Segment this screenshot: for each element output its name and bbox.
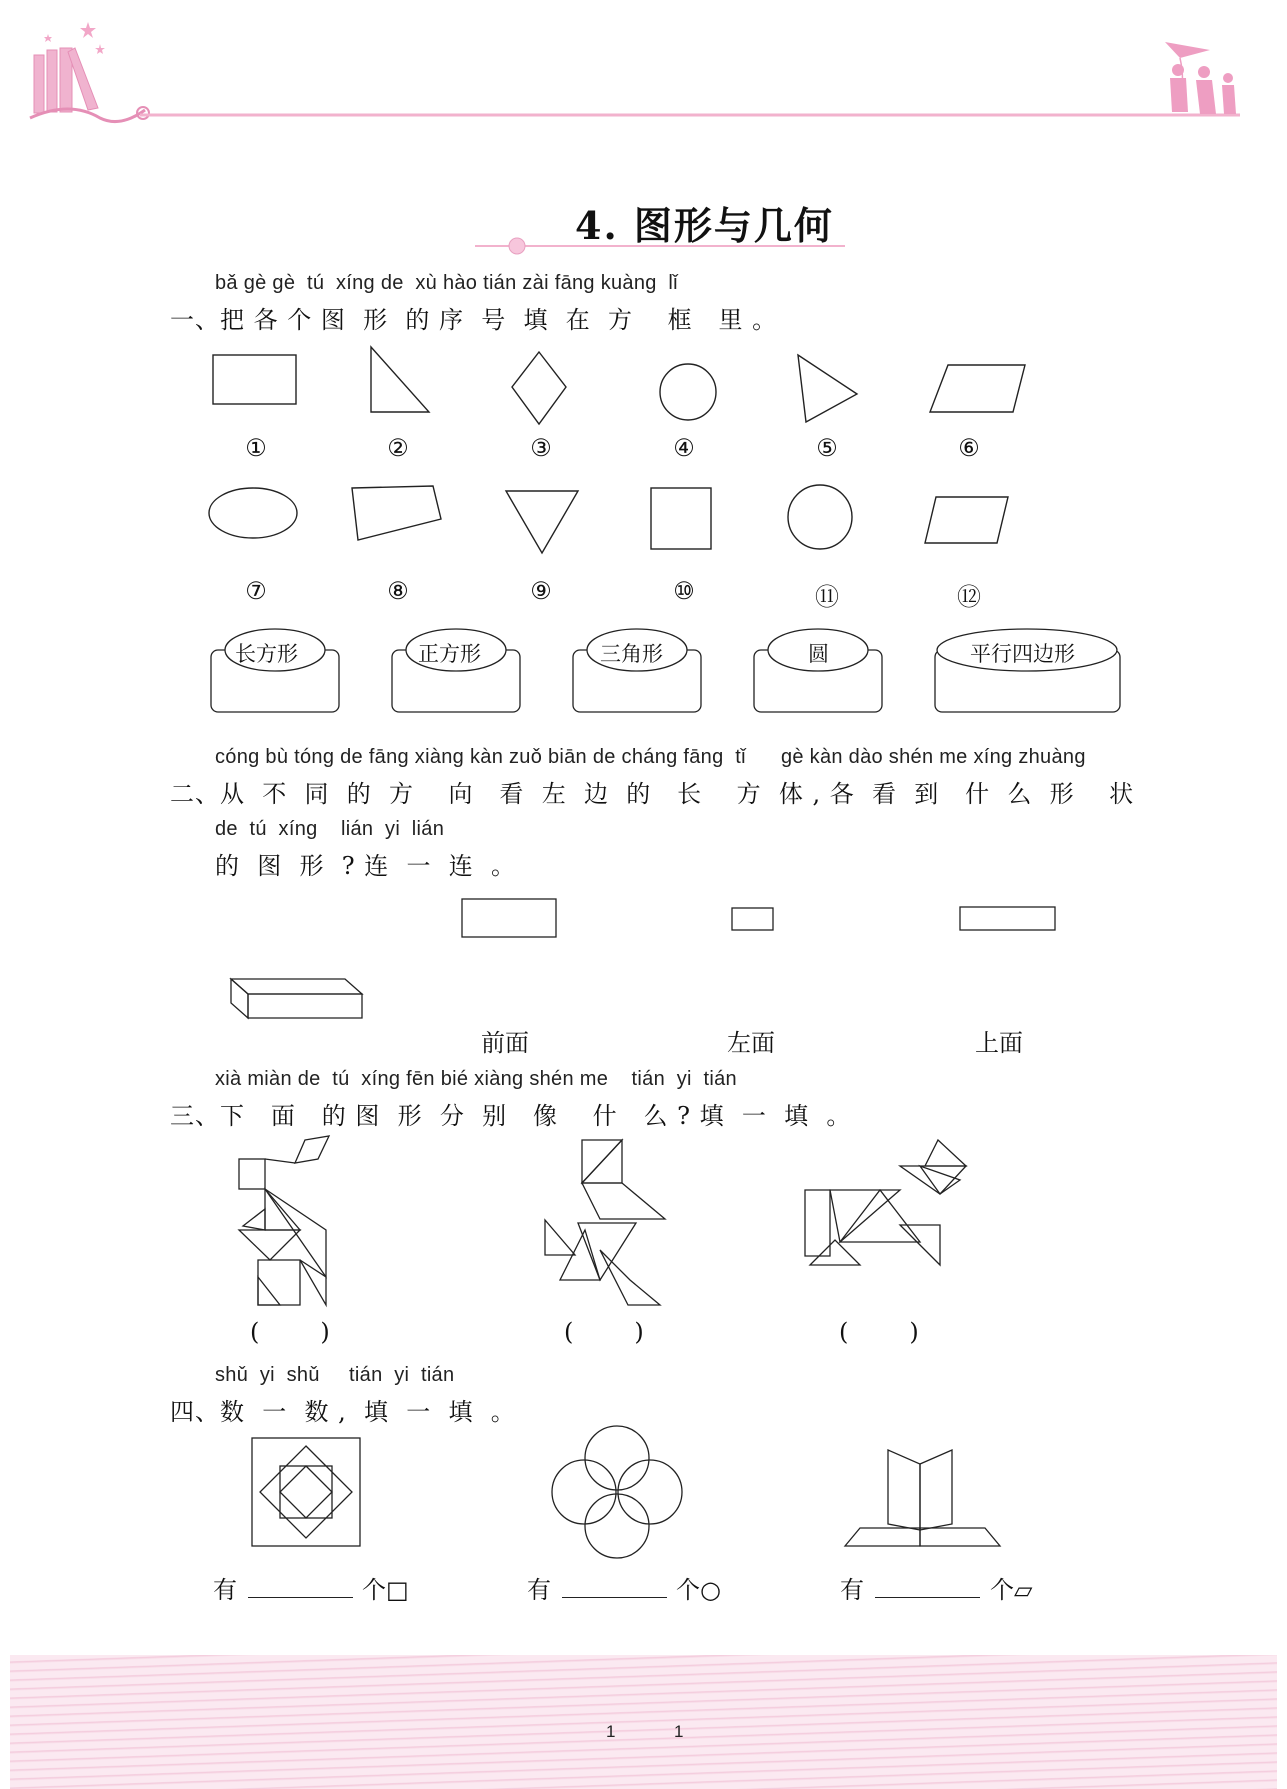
section4-heading: 四、数 一 数 , 填 一 填 。 xyxy=(170,1398,516,1426)
category-label-rectangle: 长方形 xyxy=(235,642,298,666)
section3-pinyin: xià miàn de tú xíng fēn bié xiàng shén me tián yi tián xyxy=(215,1068,737,1090)
view-top-shape[interactable] xyxy=(960,907,1055,930)
four-circles-figure xyxy=(552,1426,682,1558)
category-boxes xyxy=(0,620,1287,720)
shape-number-9: ⑨ xyxy=(530,577,552,605)
section2-heading-2: 的 图 形 ? 连 一 连 。 xyxy=(215,852,517,880)
fill-blank-squares[interactable] xyxy=(248,1596,353,1598)
shape-11-circle xyxy=(788,485,852,549)
fill-suffix-circles: 个○ xyxy=(676,1576,721,1604)
shape-7-ellipse xyxy=(209,488,297,538)
section1-heading: 一、把 各 个 图 形 的 序 号 填 在 方 框 里 。 xyxy=(170,306,778,334)
answer-blank-1[interactable]: ( ) xyxy=(250,1318,330,1346)
section1-pinyin: bǎ gè gè tú xíng de xù hào tián zài fāng kuàng lǐ xyxy=(215,272,678,294)
shape-number-10: ⑩ xyxy=(673,577,695,605)
category-label-parallelogram: 平行四边形 xyxy=(970,642,1075,666)
section2-pinyin-1: cóng bù tóng de fāng xiàng kàn zuǒ biān de cháng fāng tǐ gè kàn dào shén me xíng zhuàng xyxy=(215,746,1086,768)
tangram-horse xyxy=(805,1140,966,1265)
nested-squares-figure xyxy=(252,1438,360,1546)
shape-number-3: ③ xyxy=(530,434,552,462)
shape-number-4: ④ xyxy=(673,434,695,462)
section4-pinyin: shǔ yi shǔ tián yi tián xyxy=(215,1364,455,1386)
section2-heading-1: 二、从 不 同 的 方 向 看 左 边 的 长 方 体 , 各 看 到 什 么 形 状 xyxy=(170,780,1135,808)
book-parallelograms-figure xyxy=(845,1450,1000,1546)
fill-prefix-squares: 有 xyxy=(213,1576,237,1604)
shape-number-7: ⑦ xyxy=(245,577,267,605)
shape-number-11: ⑪ xyxy=(815,583,839,611)
answer-blank-2[interactable]: ( ) xyxy=(564,1318,644,1346)
shape-8-tilted-square xyxy=(352,486,441,540)
shape-6-parallelogram xyxy=(930,365,1025,412)
fill-suffix-squares: 个□ xyxy=(362,1576,409,1604)
view-label-front: 前面 xyxy=(481,1029,529,1057)
section2-figures xyxy=(0,880,1287,1030)
fill-suffix-parallelograms: 个▱ xyxy=(990,1576,1033,1604)
shape-4-circle xyxy=(660,364,716,420)
shape-2-right-triangle xyxy=(371,347,429,412)
shape-10-square xyxy=(651,488,711,549)
shape-12-parallelogram xyxy=(925,497,1008,543)
footer-band xyxy=(10,1655,1277,1789)
page-number-left: 1 xyxy=(606,1722,616,1741)
category-label-triangle: 三角形 xyxy=(600,642,663,666)
view-left-shape[interactable] xyxy=(732,908,773,930)
section2-pinyin-2: de tú xíng lián yi lián xyxy=(215,818,445,840)
view-label-left: 左面 xyxy=(727,1029,775,1057)
fill-prefix-circles: 有 xyxy=(527,1576,551,1604)
shape-number-8: ⑧ xyxy=(387,577,409,605)
page-title: 4. 图形与几何 xyxy=(575,203,834,248)
fill-prefix-parallelograms: 有 xyxy=(840,1576,864,1604)
section4-figures xyxy=(0,1430,1287,1560)
view-label-top: 上面 xyxy=(975,1029,1023,1057)
category-label-circle: 圆 xyxy=(808,642,829,666)
fill-blank-parallelograms[interactable] xyxy=(875,1596,980,1598)
cuboid-figure xyxy=(231,979,362,1018)
tangram-runner xyxy=(545,1140,665,1305)
shape-5-triangle xyxy=(798,355,857,422)
page-number-right: 1 xyxy=(674,1722,684,1741)
shape-number-5: ⑤ xyxy=(816,434,838,462)
section3-heading: 三、下 面 的 图 形 分 别 像 什 么 ? 填 一 填 。 xyxy=(170,1102,852,1130)
shape-number-12: ⑫ xyxy=(957,583,981,611)
shape-1-rectangle xyxy=(213,355,296,404)
shape-number-1: ① xyxy=(245,434,267,462)
fill-blank-circles[interactable] xyxy=(562,1596,667,1598)
category-label-square: 正方形 xyxy=(418,642,481,666)
tangram-rabbit xyxy=(239,1136,329,1305)
section3-tangrams xyxy=(0,1130,1287,1310)
shape-number-2: ② xyxy=(387,434,409,462)
shape-9-inverted-triangle xyxy=(506,491,578,553)
answer-blank-3[interactable]: ( ) xyxy=(839,1318,919,1346)
view-front-shape[interactable] xyxy=(462,899,556,937)
shape-number-6: ⑥ xyxy=(958,434,980,462)
shape-3-rhombus xyxy=(512,352,566,424)
